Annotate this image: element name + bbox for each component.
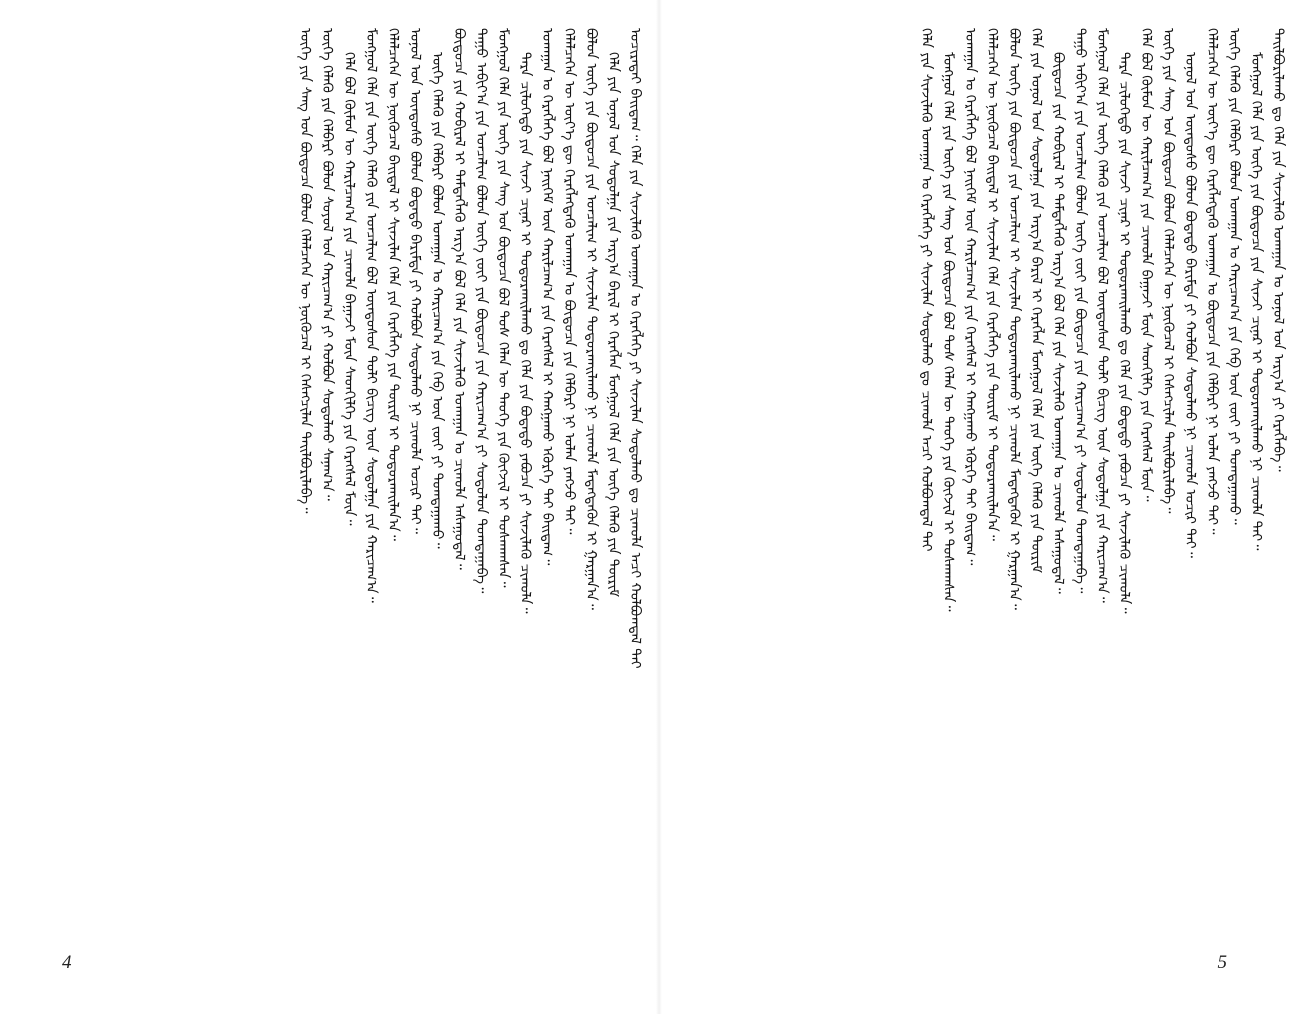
text-column: ᠲᠡᠷᠡ ᠴᠢᠯᠦᠭᠡᠲᠦ ᠶᠢᠨ ᠰᠢᠨᠵᠢ ᠴᠢᠨᠠᠷ ᠢ ᠲᠣᠳᠤᠷᠬᠠᠢᠯᠠᠬᠤ ᠳᠤ ᠬᠡᠯᠡ ᠶᠢᠨ ᠪᠣᠳᠠᠲᠤ ᠶᠠᠪᠤᠴᠠ ᠶᠢ ᠰᠢᠨᠵᠢᠯᠡᠬᠦ ᠴᠢᠬᠤᠯᠠ᠃ xyxy=(517,52,533,614)
text-column: ᠦᠭᠡ ᠶᠢᠨ ᠰᠠᠩ ᠤᠨ ᠪᠦᠲᠦᠴᠡ ᠪᠣᠯᠣᠨ ᠬᠡᠯᠡᠯᠴᠡᠭᠡᠨ ᠦ ᠨᠥᠬᠦᠴᠡᠯ ᠢ ᠬᠡᠰᠡᠭᠴᠢᠯᠡᠨ ᠲᠠᠢᠯᠪᠤᠷᠢᠯᠠᠪᠠ᠃ xyxy=(1160,28,1176,514)
text-column: ᠬᠡᠯᠡ ᠶᠢᠨ ᠰᠢᠨᠵᠢᠯᠡᠬᠦ ᠤᠬᠠᠭᠠᠨ ᠤ ᠬᠡᠷᠡᠭᠯᠡᠭᠡ ᠶᠢ ᠰᠢᠨᠵᠢᠯᠡᠨ ᠰᠤᠳᠤᠯᠬᠤ ᠳᠤ ᠴᠢᠬᠤᠯᠠ ᠠᠴᠢ ᠬᠣᠯᠪᠣᠭᠳᠠᠯ ᠲᠠᠢ xyxy=(918,28,934,552)
text-column: ᠪᠦᠲᠦᠴᠡ ᠶᠢᠨ ᠬᠤᠪᠢᠷᠠᠯ ᠢ ᠲᠡᠮᠳᠡᠭᠯᠡᠬᠦ ᠠᠷᠭ᠎ᠠ ᠪᠣᠯ ᠬᠡᠯᠡ ᠶᠢᠨ ᠰᠢᠨᠵᠢᠯᠡᠬᠦ ᠤᠬᠠᠭᠠᠨ ᠤ ᠴᠢᠬᠤᠯᠠ ᠠᠰᠠᠭᠤᠳᠠᠯ᠃ xyxy=(451,28,467,570)
left-page-text xyxy=(14,28,646,954)
right-page-text xyxy=(674,28,1289,954)
text-column: ᠣᠨᠣᠯ ᠤᠨ ᠦᠨᠳᠦᠰᠦ ᠪᠣᠯᠣᠨ ᠪᠣᠳᠠᠲᠤ ᠪᠠᠷᠢᠮᠲᠠ ᠶᠢ ᠬᠣᠯᠪᠣᠨ ᠰᠤᠳᠤᠯᠬᠤ ᠨᠢ ᠴᠢᠬᠤᠯᠠ ᠤᠴᠢᠷ ᠲᠠᠢ᠃ xyxy=(1182,52,1198,558)
text-column: ᠬᠡᠯᠡ ᠪᠣᠯ ᠬᠦᠮᠦᠨ ᠦ ᠬᠠᠷᠢᠯᠴᠠᠭ᠎ᠠ ᠶᠢᠨ ᠴᠢᠬᠤᠯᠠ ᠪᠠᠭᠠᠵᠢ ᠮᠥᠨ ᠰᠡᠳᠬᠢᠯᠭᠡ ᠶᠢᠨ ᠬᠡᠷᠡᠭᠰᠡᠯ ᠮᠥᠨ᠃ xyxy=(341,52,357,526)
text-column: ᠬᠡᠯᠡᠯᠴᠡᠭᠡᠨ ᠦ ᠦᠶ᠎ᠡ ᠳᠦ ᠬᠡᠷᠡᠭᠯᠡᠭᠳᠡᠬᠦ ᠤᠬᠠᠭᠠᠨ ᠤ ᠪᠦᠲᠦᠴᠡ ᠶᠢᠨ ᠬᠡᠯᠪᠡᠷᠢ ᠨᠢ ᠣᠯᠠᠨ ᠶᠠᠩᠵᠤ ᠲᠠᠢ᠃ xyxy=(1204,28,1220,535)
text-column: ᠮᠣᠩᠭᠣᠯ ᠬᠡᠯᠡ ᠶᠢᠨ ᠦᠭᠡ ᠬᠡᠯᠡᠬᠦ ᠶᠢᠨ ᠣᠨᠴᠠᠯᠢᠭ ᠪᠣᠯ ᠦᠨᠳᠦᠰᠦᠨ ᠲᠣᠯᠢ ᠪᠢᠴᠢᠭ ᠦᠨ ᠰᠤᠳᠤᠯᠭᠠ ᠶᠢᠨ ᠬᠠᠷᠢᠴᠠᠭ᠎ᠠ᠃ xyxy=(363,28,379,603)
text-column: ᠮᠣᠩᠭᠣᠯ ᠬᠡᠯᠡ ᠶᠢᠨ ᠦᠭᠡ ᠶᠢᠨ ᠰᠠᠩ ᠤᠨ ᠪᠦᠲᠦᠴᠡ ᠪᠣᠯ ᠲᠤᠰ ᠬᠡᠯᠡᠨ ᠦ ᠲᠡᠦᠬᠡ ᠶᠢᠨ ᠬᠥᠭᠵᠢᠯ ᠢ ᠲᠤᠰᠬᠠᠭᠰᠠᠨ᠃ xyxy=(495,28,511,588)
text-column: ᠤᠬᠠᠭᠠᠨ ᠤ ᠬᠡᠷᠡᠭᠯᠡᠭᠡ ᠪᠣᠯ ᠨᠡᠢᠭᠡᠮ ᠦᠨ ᠬᠠᠷᠢᠯᠴᠠᠭ᠎ᠠ ᠶᠢᠨ ᠬᠡᠷᠡᠭᠰᠡᠯ ᠢ ᠬᠠᠩᠭᠠᠬᠤ ᠡᠭᠦᠷᠭᠡ ᠲᠠᠢ ᠪᠠᠢᠳᠠᠭ᠃ xyxy=(539,28,555,566)
text-column: ᠬᠡᠯᠡ ᠪᠣᠯ ᠬᠦᠮᠦᠨ ᠦ ᠬᠠᠷᠢᠯᠴᠠᠭ᠎ᠠ ᠶᠢᠨ ᠴᠢᠬᠤᠯᠠ ᠪᠠᠭᠠᠵᠢ ᠮᠥᠨ ᠰᠡᠳᠬᠢᠯᠭᠡ ᠶᠢᠨ ᠬᠡᠷᠡᠭᠰᠡᠯ ᠮᠥᠨ᠃ xyxy=(1138,28,1154,502)
text-column: ᠪᠦᠲᠦᠴᠡ ᠶᠢᠨ ᠬᠤᠪᠢᠷᠠᠯ ᠢ ᠲᠡᠮᠳᠡᠭᠯᠡᠬᠦ ᠠᠷᠭ᠎ᠠ ᠪᠣᠯ ᠬᠡᠯᠡ ᠶᠢᠨ ᠰᠢᠨᠵᠢᠯᠡᠬᠦ ᠤᠬᠠᠭᠠᠨ ᠤ ᠴᠢᠬᠤᠯᠠ ᠠᠰᠠᠭᠤᠳᠠᠯ᠃ xyxy=(1050,52,1066,594)
text-column: ᠬᠡᠯᠡᠯᠴᠡᠭᠡᠨ ᠦ ᠨᠥᠬᠦᠴᠡᠯ ᠪᠠᠢᠳᠠᠯ ᠢ ᠰᠢᠨᠵᠢᠯᠡᠨ ᠬᠡᠯᠡ ᠶᠢᠨ ᠬᠡᠷᠡᠭᠯᠡᠭᠡ ᠶᠢᠨ ᠳᠦᠷᠢᠮ ᠢ ᠲᠣᠳᠤᠷᠬᠠᠢᠯᠠᠨ᠎ᠠ᠃ xyxy=(385,28,401,541)
text-column: ᠮᠣᠩᠭᠣᠯ ᠬᠡᠯᠡ ᠶᠢᠨ ᠦᠭᠡ ᠶᠢᠨ ᠪᠦᠲᠦᠴᠡ ᠶᠢᠨ ᠰᠢᠨᠵᠢ ᠴᠢᠨᠠᠷ ᠢ ᠲᠣᠳᠤᠷᠬᠠᠢᠯᠠᠬᠤ ᠨᠢ ᠴᠢᠬᠤᠯᠠ ᠲᠠᠢ᠃ xyxy=(1248,52,1264,551)
text-column: ᠬᠡᠯᠡᠯᠴᠡᠭᠡᠨ ᠦ ᠦᠶ᠎ᠡ ᠳᠦ ᠬᠡᠷᠡᠭᠯᠡᠭᠳᠡᠬᠦ ᠤᠬᠠᠭᠠᠨ ᠤ ᠪᠦᠲᠦᠴᠡ ᠶᠢᠨ ᠬᠡᠯᠪᠡᠷᠢ ᠨᠢ ᠣᠯᠠᠨ ᠶᠠᠩᠵᠤ ᠲᠠᠢ᠃ xyxy=(561,28,577,535)
text-column: ᠤᠬᠠᠭᠠᠨ ᠤ ᠬᠡᠷᠡᠭᠯᠡᠭᠡ ᠪᠣᠯ ᠨᠡᠢᠭᠡᠮ ᠦᠨ ᠬᠠᠷᠢᠯᠴᠠᠭ᠎ᠠ ᠶᠢᠨ ᠬᠡᠷᠡᠭᠰᠡᠯ ᠢ ᠬᠠᠩᠭᠠᠬᠤ ᠡᠭᠦᠷᠭᠡ ᠲᠠᠢ ᠪᠠᠢᠳᠠᠭ᠃ xyxy=(962,28,978,566)
text-column: ᠦᠭᠡ ᠬᠡᠯᠡᠬᠦ ᠶᠢᠨ ᠬᠡᠯᠪᠡᠷᠢ ᠪᠣᠯᠣᠨ ᠤᠬᠠᠭᠠᠨ ᠤ ᠬᠠᠷᠢᠴᠠᠭ᠎ᠠ ᠶᠢᠨ ᠬᠡᠪ ᠦᠨ ᠵᠦᠢ ᠶᠢ ᠲᠣᠭᠲᠠᠭᠠᠬᠤ᠃ xyxy=(429,52,445,549)
page-number: 4 xyxy=(62,952,72,973)
text-column: ᠪᠣᠯᠣᠨ ᠦᠭᠡ ᠶᠢᠨ ᠪᠦᠲᠦᠴᠡ ᠶᠢᠨ ᠣᠨᠴᠠᠯᠢᠭ ᠢ ᠰᠢᠨᠵᠢᠯᠡᠨ ᠲᠣᠳᠤᠷᠬᠠᠢᠯᠠᠬᠤ ᠨᠢ ᠴᠢᠬᠤᠯᠠ ᠮᠡᠳᠡᠭᠳᠡᠬᠦᠨ ᠢ ᠭᠠᠷᠭᠠᠨ᠎ᠠ᠃ xyxy=(1006,28,1022,610)
text-column: ᠲᠠᠢᠯᠪᠤᠷᠢᠯᠠᠬᠤ ᠳᠤ ᠬᠡᠯᠡ ᠶᠢᠨ ᠰᠢᠨᠵᠢᠯᠡᠬᠦ ᠤᠬᠠᠭᠠᠨ ᠤ ᠣᠨᠣᠯ ᠤᠨ ᠠᠷᠭ᠎ᠠ ᠶᠢ ᠬᠡᠷᠡᠭᠯᠡᠪᠡ᠃ xyxy=(1270,28,1286,472)
text-column: ᠲᠡᠷᠡ ᠴᠢᠯᠦᠭᠡᠲᠦ ᠶᠢᠨ ᠰᠢᠨᠵᠢ ᠴᠢᠨᠠᠷ ᠢ ᠲᠣᠳᠤᠷᠬᠠᠢᠯᠠᠬᠤ ᠳᠤ ᠬᠡᠯᠡ ᠶᠢᠨ ᠪᠣᠳᠠᠲᠤ ᠶᠠᠪᠤᠴᠠ ᠶᠢ ᠰᠢᠨᠵᠢᠯᠡᠬᠦ ᠴᠢᠬᠤᠯᠠ᠃ xyxy=(1116,52,1132,614)
text-column: ᠮᠣᠩᠭᠣᠯ ᠬᠡᠯᠡ ᠶᠢᠨ ᠦᠭᠡ ᠬᠡᠯᠡᠬᠦ ᠶᠢᠨ ᠣᠨᠴᠠᠯᠢᠭ ᠪᠣᠯ ᠦᠨᠳᠦᠰᠦᠨ ᠲᠣᠯᠢ ᠪᠢᠴᠢᠭ ᠦᠨ ᠰᠤᠳᠤᠯᠭᠠ ᠶᠢᠨ ᠬᠠᠷᠢᠴᠠᠭ᠎ᠠ᠃ xyxy=(1094,28,1110,603)
text-column: ᠦᠭᠡ ᠶᠢᠨ ᠰᠠᠩ ᠤᠨ ᠪᠦᠲᠦᠴᠡ ᠪᠣᠯᠣᠨ ᠬᠡᠯᠡᠯᠴᠡᠭᠡᠨ ᠦ ᠨᠥᠬᠦᠴᠡᠯ ᠢ ᠬᠡᠰᠡᠭᠴᠢᠯᠡᠨ ᠲᠠᠢᠯᠪᠤᠷᠢᠯᠠᠪᠠ᠃ xyxy=(297,28,313,514)
text-column: ᠣᠨᠣᠯ ᠤᠨ ᠦᠨᠳᠦᠰᠦ ᠪᠣᠯᠣᠨ ᠪᠣᠳᠠᠲᠤ ᠪᠠᠷᠢᠮᠲᠠ ᠶᠢ ᠬᠣᠯᠪᠣᠨ ᠰᠤᠳᠤᠯᠬᠤ ᠨᠢ ᠴᠢᠬᠤᠯᠠ ᠤᠴᠢᠷ ᠲᠠᠢ᠃ xyxy=(407,28,423,534)
page-number: 5 xyxy=(1217,952,1227,973)
text-column: ᠬᠡᠯᠡᠯᠴᠡᠭᠡᠨ ᠦ ᠨᠥᠬᠦᠴᠡᠯ ᠪᠠᠢᠳᠠᠯ ᠢ ᠰᠢᠨᠵᠢᠯᠡᠨ ᠬᠡᠯᠡ ᠶᠢᠨ ᠬᠡᠷᠡᠭᠯᠡᠭᠡ ᠶᠢᠨ ᠳᠦᠷᠢᠮ ᠢ ᠲᠣᠳᠤᠷᠬᠠᠢᠯᠠᠨ᠎ᠠ᠃ xyxy=(984,28,1000,541)
text-column: ᠦᠭᠡ ᠬᠡᠯᠡᠬᠦ ᠶᠢᠨ ᠬᠡᠯᠪᠡᠷᠢ ᠪᠣᠯᠣᠨ ᠤᠬᠠᠭᠠᠨ ᠤ ᠬᠠᠷᠢᠴᠠᠭ᠎ᠠ ᠶᠢᠨ ᠬᠡᠪ ᠦᠨ ᠵᠦᠢ ᠶᠢ ᠲᠣᠭᠲᠠᠭᠠᠬᠤ᠃ xyxy=(1226,28,1242,525)
text-column: ᠮᠣᠩᠭᠣᠯ ᠬᠡᠯᠡ ᠶᠢᠨ ᠦᠭᠡ ᠶᠢᠨ ᠰᠠᠩ ᠤᠨ ᠪᠦᠲᠦᠴᠡ ᠪᠣᠯ ᠲᠤᠰ ᠬᠡᠯᠡᠨ ᠦ ᠲᠡᠦᠬᠡ ᠶᠢᠨ ᠬᠥᠭᠵᠢᠯ ᠢ ᠲᠤᠰᠬᠠᠭᠰᠠᠨ᠃ xyxy=(940,52,956,612)
text-column: ᠪᠣᠯᠣᠨ ᠦᠭᠡ ᠶᠢᠨ ᠪᠦᠲᠦᠴᠡ ᠶᠢᠨ ᠣᠨᠴᠠᠯᠢᠭ ᠢ ᠰᠢᠨᠵᠢᠯᠡᠨ ᠲᠣᠳᠤᠷᠬᠠᠢᠯᠠᠬᠤ ᠨᠢ ᠴᠢᠬᠤᠯᠠ ᠮᠡᠳᠡᠭᠳᠡᠬᠦᠨ ᠢ ᠭᠠᠷᠭᠠᠨ᠎ᠠ᠃ xyxy=(583,28,599,610)
text-column: ᠬᠡᠯᠡ ᠶᠢᠨ ᠣᠨᠣᠯ ᠤᠨ ᠰᠤᠳᠤᠯᠭᠠ ᠶᠢᠨ ᠠᠷᠭ᠎ᠠ ᠪᠠᠷᠢᠯ ᠢ ᠬᠡᠷᠡᠭᠯᠡᠨ ᠮᠣᠩᠭᠣᠯ ᠬᠡᠯᠡ ᠶᠢᠨ ᠦᠭᠡ ᠬᠡᠯᠡᠬᠦ ᠶᠢᠨ ᠳᠦᠷᠢᠮ xyxy=(1028,28,1044,573)
text-column: ᠳᠠᠭᠤ ᠠᠪᠢᠶ᠎ᠠ ᠶᠢᠨ ᠣᠨᠴᠠᠯᠢᠭ ᠪᠣᠯᠣᠨ ᠦᠭᠡ ᠵᠦᠢ ᠶᠢᠨ ᠪᠦᠲᠦᠴᠡ ᠶᠢᠨ ᠬᠠᠷᠢᠴᠠᠭ᠎ᠠ ᠶᠢ ᠰᠤᠳᠤᠯᠤᠨ ᠲᠣᠭᠲᠠᠭᠠᠪᠠ᠃ xyxy=(473,28,489,594)
right-page xyxy=(660,0,1303,1014)
text-column: ᠳᠠᠭᠤ ᠠᠪᠢᠶ᠎ᠠ ᠶᠢᠨ ᠣᠨᠴᠠᠯᠢᠭ ᠪᠣᠯᠣᠨ ᠦᠭᠡ ᠵᠦᠢ ᠶᠢᠨ ᠪᠦᠲᠦᠴᠡ ᠶᠢᠨ ᠬᠠᠷᠢᠴᠠᠭ᠎ᠠ ᠶᠢ ᠰᠤᠳᠤᠯᠤᠨ ᠲᠣᠭᠲᠠᠭᠠᠪᠠ᠃ xyxy=(1072,28,1088,594)
text-column: ᠦᠭᠡ ᠬᠡᠯᠡᠬᠦ ᠶᠢᠨ ᠬᠡᠯᠪᠡᠷᠢ ᠪᠣᠯᠣᠨ ᠰᠣᠶᠣᠯ ᠤᠨ ᠬᠠᠷᠢᠴᠠᠭ᠎ᠠ ᠶᠢ ᠬᠣᠯᠪᠣᠨ ᠰᠤᠳᠤᠯᠬᠤ ᠰᠠᠨᠠᠭ᠎ᠠ᠃ xyxy=(319,28,335,501)
text-column: ᠬᠡᠯᠡ ᠶᠢᠨ ᠣᠨᠣᠯ ᠤᠨ ᠰᠤᠳᠤᠯᠭᠠ ᠶᠢᠨ ᠠᠷᠭ᠎ᠠ ᠪᠠᠷᠢᠯ ᠢ ᠬᠡᠷᠡᠭᠯᠡᠨ ᠮᠣᠩᠭᠣᠯ ᠬᠡᠯᠡ ᠶᠢᠨ ᠦᠭᠡ ᠬᠡᠯᠡᠬᠦ ᠶᠢᠨ ᠳᠦᠷᠢᠮ xyxy=(605,52,621,597)
text-column: ᠤᠴᠢᠷᠠᠳᠠᠢ ᠪᠠᠢᠳᠠᠭ᠃ ᠬᠡᠯᠡ ᠶᠢᠨ ᠰᠢᠨᠵᠢᠯᠡᠬᠦ ᠤᠬᠠᠭᠠᠨ ᠤ ᠬᠡᠷᠡᠭᠯᠡᠭᠡ ᠶᠢ ᠰᠢᠨᠵᠢᠯᠡᠨ ᠰᠤᠳᠤᠯᠬᠤ ᠳᠤ ᠴᠢᠬᠤᠯᠠ ᠠᠴᠢ ᠬᠤᠯᠪᠤᠭᠳᠠᠯ ᠲᠠᠢ xyxy=(627,28,643,669)
